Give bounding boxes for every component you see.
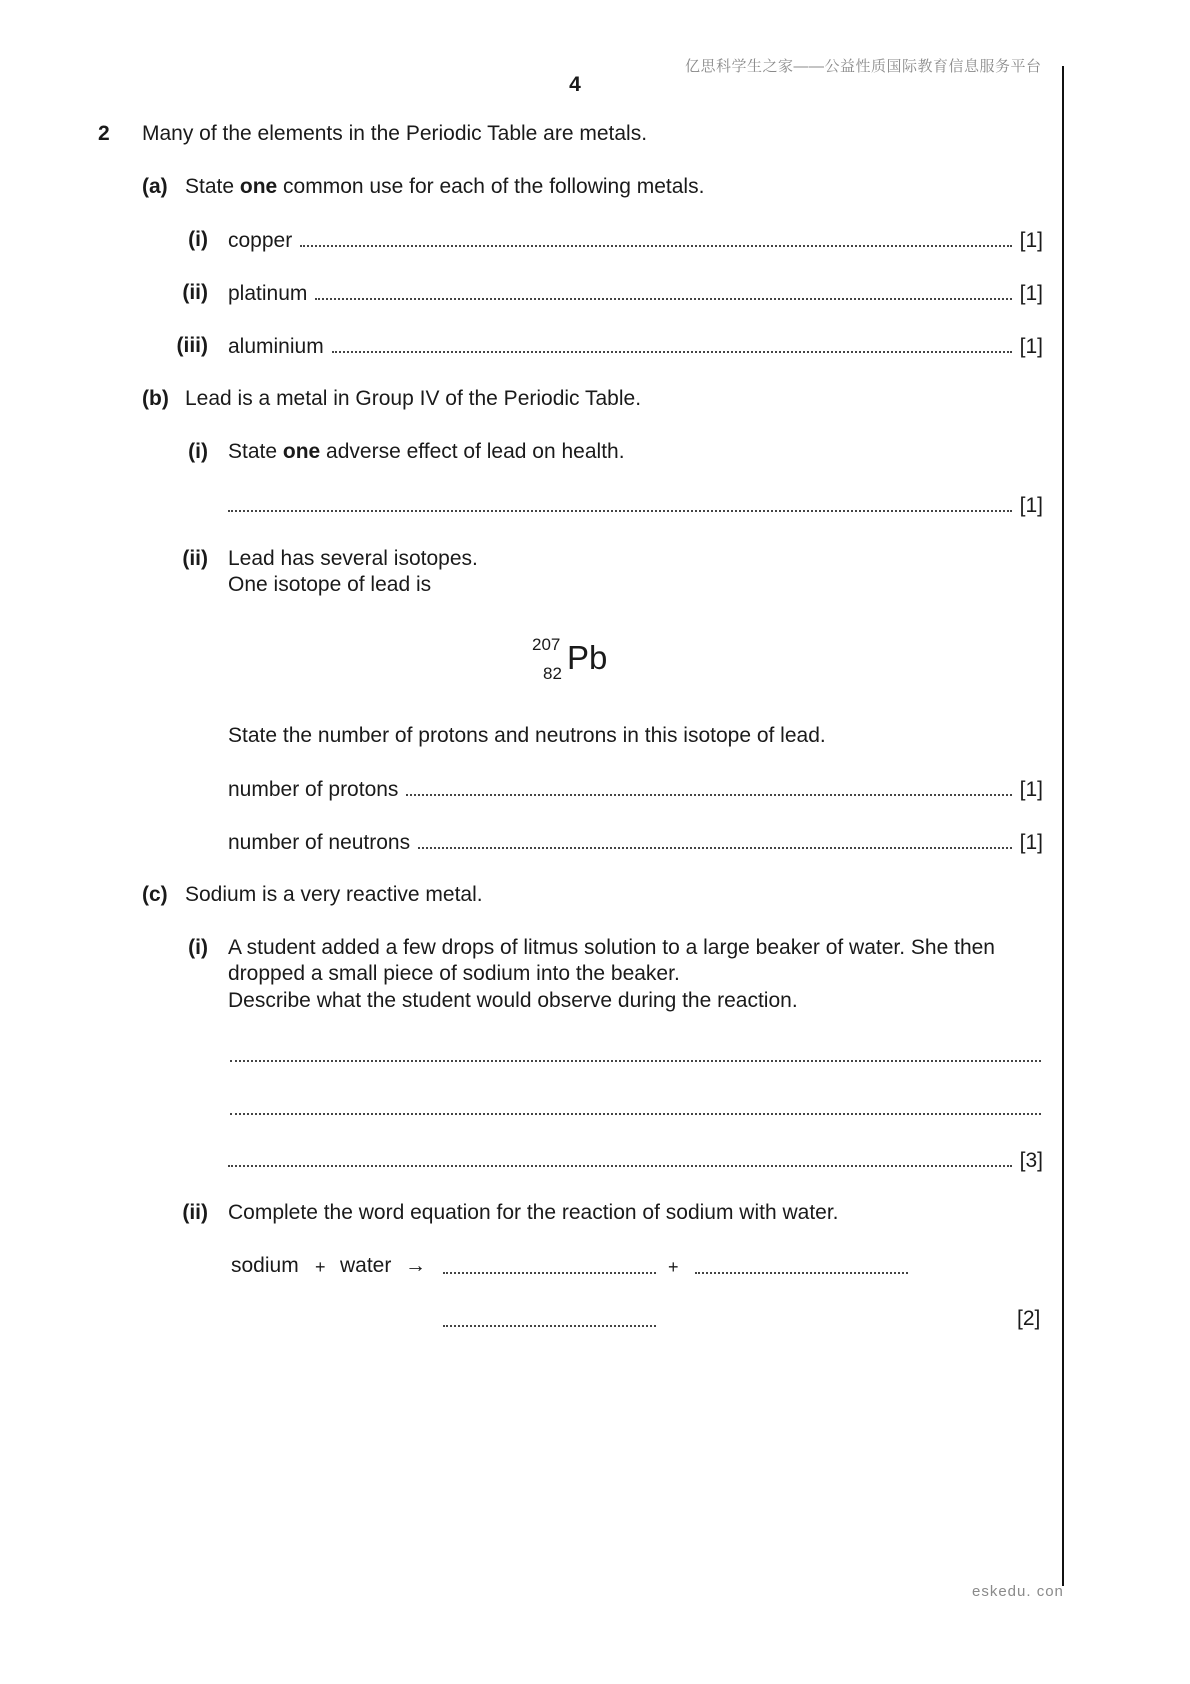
product-answer-line-3[interactable] bbox=[443, 1323, 656, 1327]
part-b-ii-label: (ii) bbox=[182, 547, 208, 570]
platinum-mark: [1] bbox=[1019, 282, 1043, 305]
page-number: 4 bbox=[569, 73, 581, 96]
copper-answer-dots[interactable] bbox=[300, 227, 1011, 247]
equation-reactant-water: water bbox=[340, 1254, 392, 1277]
part-b-text: Lead is a metal in Group IV of the Periodic Table. bbox=[185, 387, 642, 410]
part-a-text bbox=[185, 174, 704, 200]
protons-answer-dots[interactable] bbox=[406, 776, 1011, 796]
lead-health-mark: [1] bbox=[1019, 494, 1043, 517]
answer-line-lead-health[interactable] bbox=[228, 492, 1043, 519]
equation-plus-2: + bbox=[668, 1257, 679, 1277]
copper-mark: [1] bbox=[1019, 229, 1043, 252]
part-a-iii-label: (iii) bbox=[176, 334, 208, 357]
part-c-i-line3: Describe what the student would observe during the reaction. bbox=[228, 989, 798, 1012]
observation-mark: [3] bbox=[1019, 1149, 1043, 1172]
part-c-ii-text: Complete the word equation for the reaction of sodium with water. bbox=[228, 1201, 839, 1224]
equation-plus-1: + bbox=[315, 1257, 326, 1277]
part-a-ii-label: (ii) bbox=[182, 281, 208, 304]
neutrons-answer-dots[interactable] bbox=[418, 829, 1012, 849]
header-watermark: 亿思科学生之家——公益性质国际教育信息服务平台 bbox=[685, 58, 1042, 75]
observation-answer-line-2[interactable] bbox=[230, 1111, 1041, 1115]
answer-line-protons[interactable] bbox=[228, 776, 1043, 803]
answer-line-copper[interactable] bbox=[228, 227, 1043, 254]
aluminium-label: aluminium bbox=[228, 335, 324, 358]
margin-rule bbox=[1062, 66, 1064, 1586]
part-b-ii-line2: One isotope of lead is bbox=[228, 573, 432, 596]
product-answer-line-1[interactable] bbox=[443, 1270, 656, 1274]
copper-label: copper bbox=[228, 229, 293, 252]
part-a-text-bold: one bbox=[239, 175, 278, 198]
question-stem: Many of the elements in the Periodic Table are metals. bbox=[142, 122, 648, 145]
lead-health-answer-dots[interactable] bbox=[228, 492, 1012, 512]
platinum-answer-dots[interactable] bbox=[315, 280, 1011, 300]
part-c-i-line1: A student added a few drops of litmus solution to a large beaker of water. She then bbox=[228, 936, 995, 959]
equation-arrow: → bbox=[405, 1254, 426, 1277]
answer-line-aluminium[interactable] bbox=[228, 333, 1043, 360]
part-a-text-post: common use for each of the following metals. bbox=[277, 175, 705, 198]
equation-reactant-sodium: sodium bbox=[231, 1254, 299, 1277]
part-b-ii-instruction: State the number of protons and neutrons in this isotope of lead. bbox=[228, 724, 826, 747]
footer-site: eskedu. con bbox=[972, 1583, 1064, 1600]
part-c-label: (c) bbox=[142, 883, 168, 906]
neutrons-mark: [1] bbox=[1019, 831, 1043, 854]
part-b-i-text-post: adverse effect of lead on health. bbox=[320, 440, 625, 463]
part-a-label: (a) bbox=[142, 175, 168, 198]
observation-answer-line-1[interactable] bbox=[230, 1058, 1041, 1062]
protons-mark: [1] bbox=[1019, 778, 1043, 801]
question-number: 2 bbox=[98, 122, 110, 145]
product-answer-line-2[interactable] bbox=[695, 1270, 908, 1274]
isotope-notation bbox=[530, 634, 630, 690]
aluminium-answer-dots[interactable] bbox=[332, 333, 1012, 353]
aluminium-mark: [1] bbox=[1019, 335, 1043, 358]
equation-mark: [2] bbox=[1017, 1307, 1041, 1330]
isotope-symbol: Pb bbox=[567, 639, 608, 676]
part-b-i-text-pre: State bbox=[228, 440, 283, 463]
answer-line-observation-3[interactable] bbox=[228, 1147, 1043, 1174]
part-b-label: (b) bbox=[142, 387, 169, 410]
part-b-ii-line1: Lead has several isotopes. bbox=[228, 547, 478, 570]
protons-label: number of protons bbox=[228, 778, 399, 801]
part-c-text: Sodium is a very reactive metal. bbox=[185, 883, 483, 906]
observation-answer-dots-3[interactable] bbox=[228, 1147, 1012, 1167]
part-a-i-label: (i) bbox=[188, 228, 208, 251]
part-b-i-text bbox=[228, 439, 625, 465]
answer-line-platinum[interactable] bbox=[228, 280, 1043, 307]
neutrons-label: number of neutrons bbox=[228, 831, 411, 854]
answer-line-neutrons[interactable] bbox=[228, 829, 1043, 856]
part-b-i-text-bold: one bbox=[282, 440, 321, 463]
part-c-i-line2: dropped a small piece of sodium into the beaker. bbox=[228, 962, 680, 985]
part-c-i-label: (i) bbox=[188, 936, 208, 959]
isotope-atomic-number: 82 bbox=[543, 664, 562, 683]
isotope-mass-number: 207 bbox=[532, 635, 561, 654]
part-b-i-label: (i) bbox=[188, 440, 208, 463]
part-a-text-pre: State bbox=[185, 175, 240, 198]
part-c-ii-label: (ii) bbox=[182, 1201, 208, 1224]
platinum-label: platinum bbox=[228, 282, 308, 305]
